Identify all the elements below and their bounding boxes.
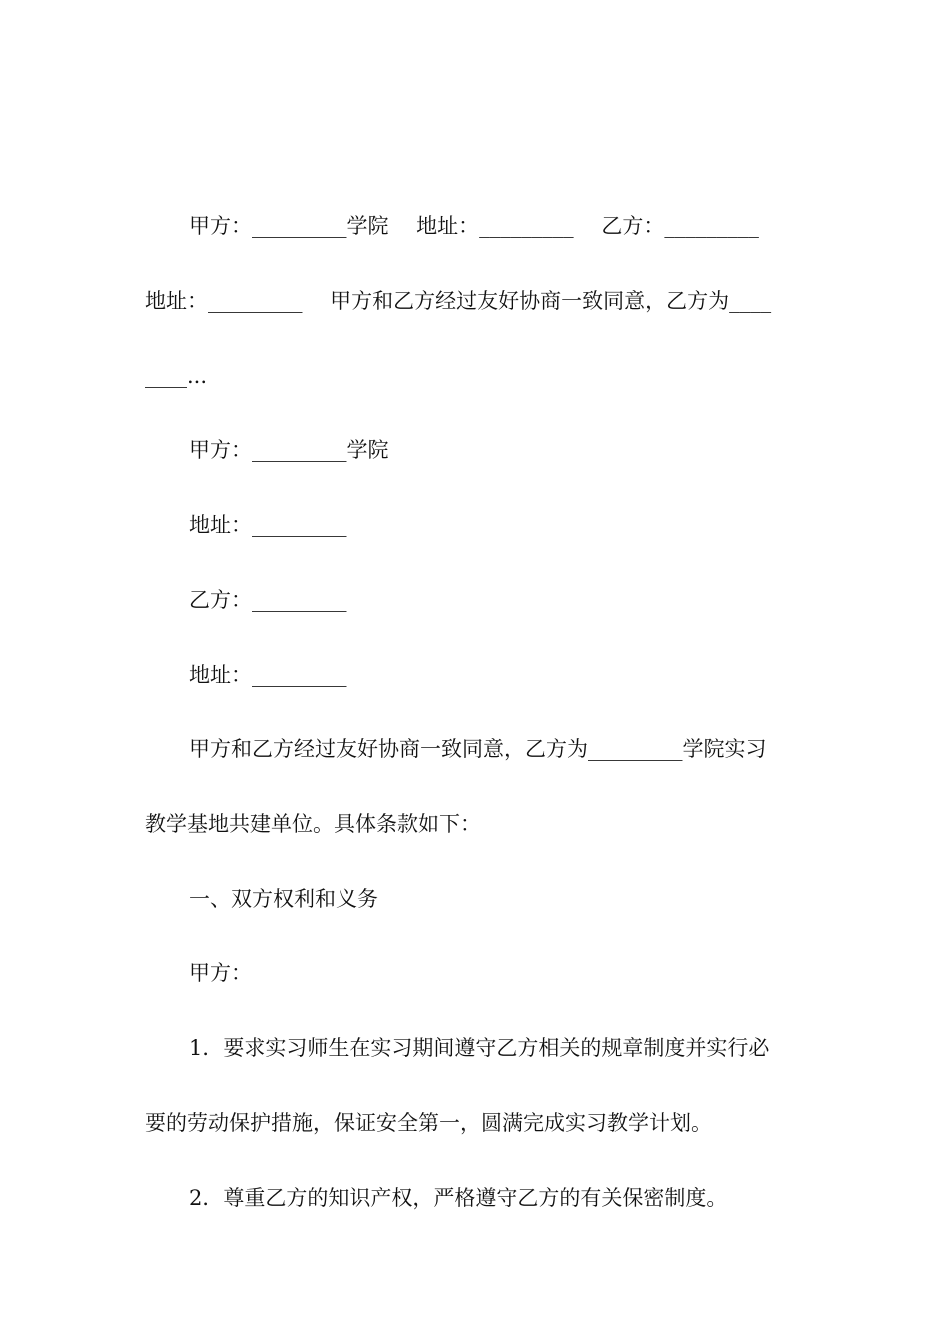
summary-line-2: 地址：_________ 甲方和乙方经过友好协商一致同意，乙方为____: [145, 289, 772, 313]
clause-1-line-2: 要的劳动保护措施，保证安全第一，圆满完成实习教学计划。: [145, 1111, 712, 1135]
summary-line-1: 甲方：_________学院 地址：_________ 乙方：_________: [189, 214, 759, 238]
clause-2-line-1: 2．尊重乙方的知识产权，严格遵守乙方的有关保密制度。: [189, 1186, 728, 1210]
party-a-line: 甲方：_________学院: [189, 438, 389, 462]
summary-line-3: ____...: [145, 364, 208, 388]
address-a-line: 地址：_________: [189, 513, 347, 537]
intro-line-2: 教学基地共建单位。具体条款如下：: [145, 812, 481, 836]
clause-1-line-1: 1．要求实习师生在实习期间遵守乙方相关的规章制度并实行必: [189, 1036, 770, 1060]
section-1-party: 甲方：: [189, 961, 252, 985]
party-b-line: 乙方：_________: [189, 588, 347, 612]
intro-line-1: 甲方和乙方经过友好协商一致同意，乙方为_________学院实习: [189, 737, 767, 761]
section-1-title: 一、双方权利和义务: [189, 887, 378, 911]
address-b-line: 地址：_________: [189, 663, 347, 687]
